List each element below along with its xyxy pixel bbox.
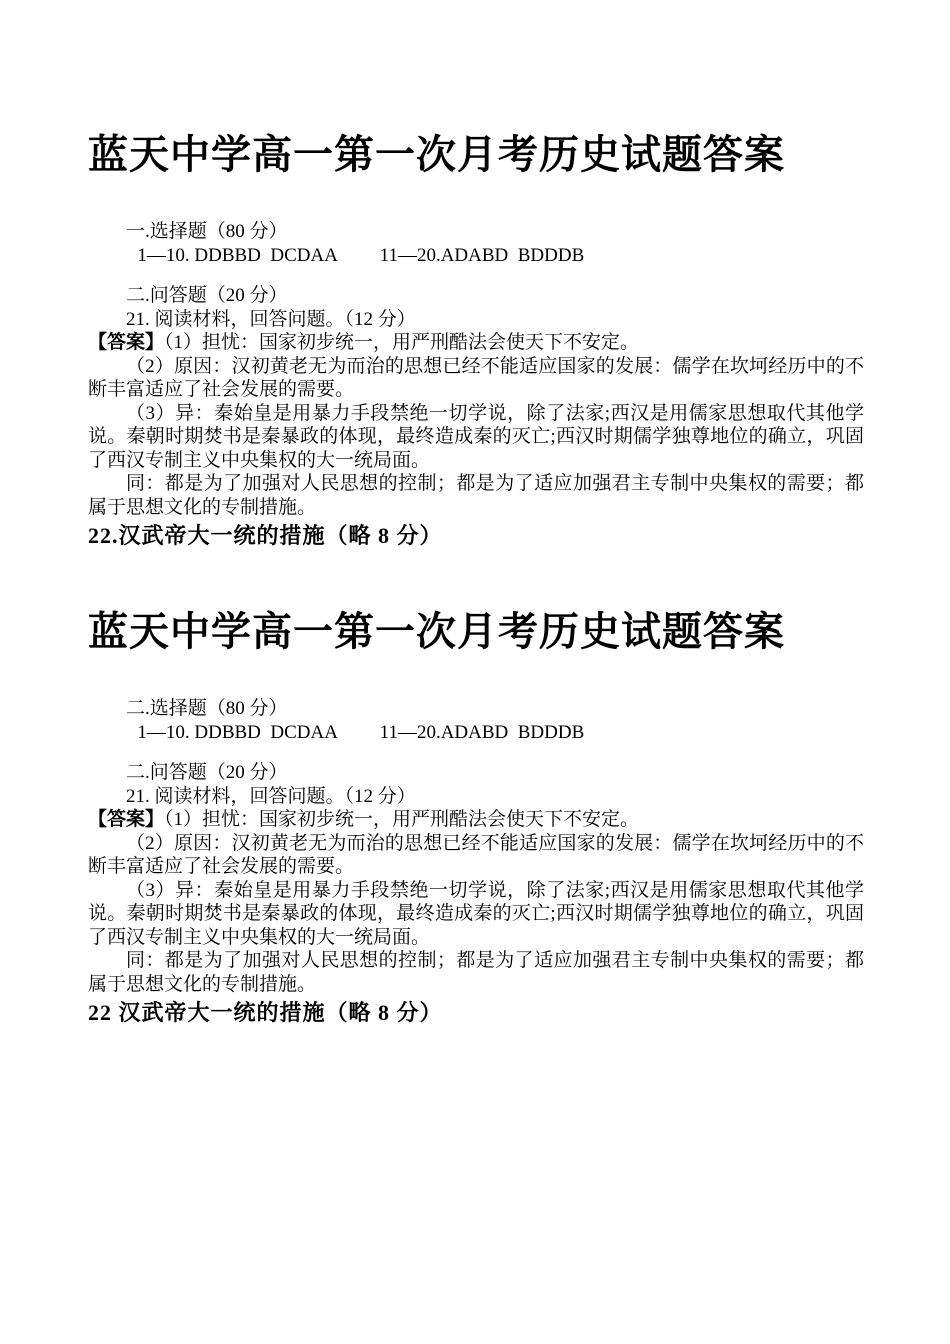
blank-line	[88, 744, 864, 761]
choice-answers: 1—10. DDBBD DCDAA 11—20.ADABD BDDDB	[137, 244, 585, 266]
blank-line	[88, 267, 864, 284]
choice-answers: 1—10. DDBBD DCDAA 11—20.ADABD BDDDB	[137, 721, 585, 743]
answer-part-2: （2）原因：汉初黄老无为而治的思想已经不能适应国家的发展：儒学在坎坷经历中的不断丰富适应了社会发展的需要。	[88, 832, 864, 877]
answer-1-text: （1）担忧：国家初步统一，用严刑酷法会使天下不安定。	[164, 809, 640, 830]
document-title: 蓝天中学高一第一次月考历史试题答案	[88, 609, 785, 654]
answer-part-2: （2）原因：汉初黄老无为而治的思想已经不能适应国家的发展：儒学在坎坷经历中的不断丰富适应了社会发展的需要。	[88, 355, 864, 400]
answer-section-1	[88, 132, 864, 551]
section-body	[88, 697, 864, 1028]
question-21-heading: 21. 阅读材料，回答问题。（12 分）	[126, 308, 416, 330]
answer-part-3: （3）异：秦始皇是用暴力手段禁绝一切学说，除了法家;西汉是用儒家思想取代其他学说。秦朝时期焚书是秦暴政的体现，最终造成秦的灭亡;西汉时期儒学独尊地位的确立，巩固了西汉专制主义中央集权的大一统局面。	[88, 402, 864, 471]
answer-section-2	[88, 609, 864, 1028]
choice-section-heading: 二.选择题（80 分）	[126, 698, 288, 719]
section-body	[88, 220, 864, 551]
question-22-summary: 22 汉武帝大一统的措施（略 8 分）	[88, 1000, 443, 1025]
choice-section-heading: 一.选择题（80 分）	[126, 221, 288, 242]
answer-label: 【答案】	[88, 809, 165, 830]
answer-1-text: （1）担忧：国家初步统一，用严刑酷法会使天下不安定。	[164, 332, 640, 353]
question-21-heading: 21. 阅读材料，回答问题。（12 分）	[126, 785, 416, 807]
answer-part-3: （3）异：秦始皇是用暴力手段禁绝一切学说，除了法家;西汉是用儒家思想取代其他学说。秦朝时期焚书是秦暴政的体现，最终造成秦的灭亡;西汉时期儒学独尊地位的确立，巩固了西汉专制主义中央集权的大一统局面。	[88, 879, 864, 948]
answer-label: 【答案】	[88, 332, 165, 353]
qa-section-heading: 二.问答题（20 分）	[126, 285, 288, 306]
answer-similarities: 同：都是为了加强对人民思想的控制；都是为了适应加强君主专制中央集权的需要；都属于思想文化的专制措施。	[88, 473, 864, 518]
qa-section-heading: 二.问答题（20 分）	[126, 762, 288, 783]
answer-part-1	[88, 331, 864, 355]
answer-similarities: 同：都是为了加强对人民思想的控制；都是为了适应加强君主专制中央集权的需要；都属于思想文化的专制措施。	[88, 950, 864, 995]
document-title: 蓝天中学高一第一次月考历史试题答案	[88, 132, 785, 177]
answer-part-1	[88, 808, 864, 832]
question-22-summary: 22.汉武帝大一统的措施（略 8 分）	[88, 523, 443, 548]
